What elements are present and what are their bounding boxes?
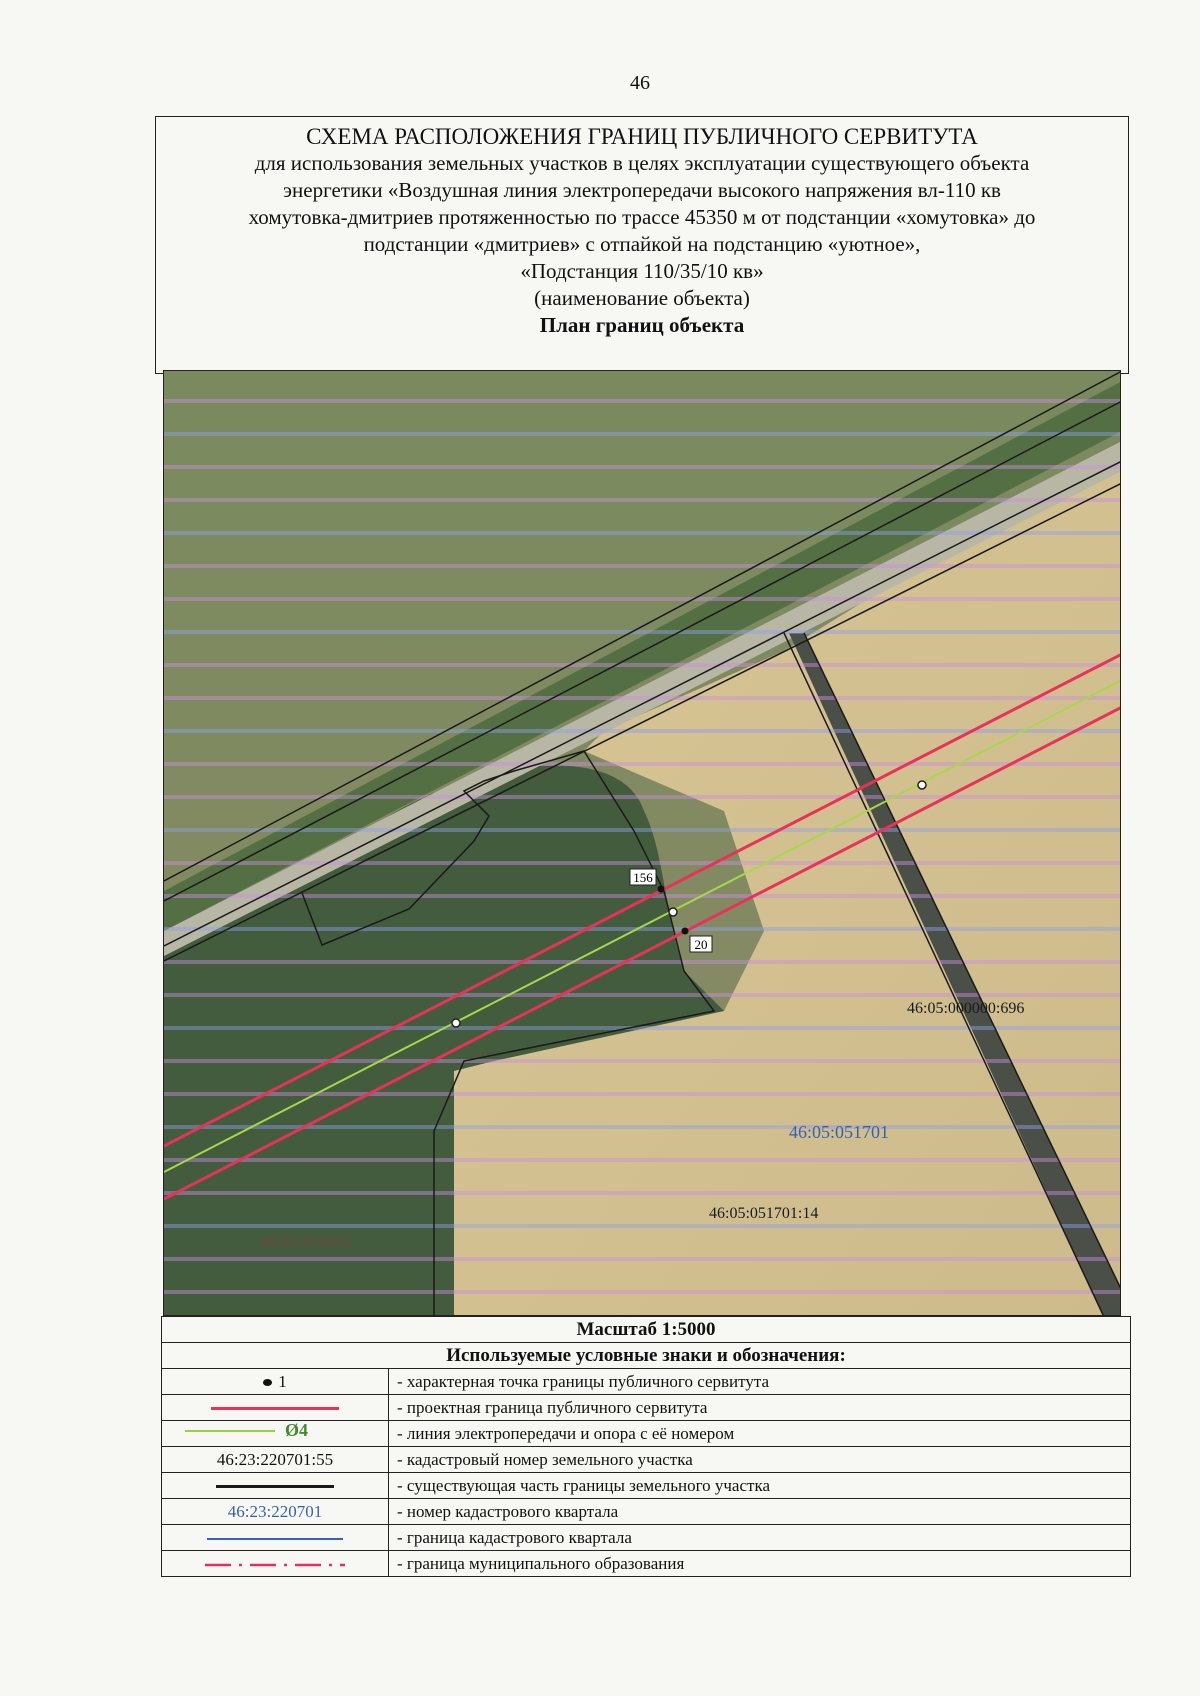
legend-symbol-black-line bbox=[162, 1473, 389, 1499]
scan-stripe bbox=[164, 696, 1121, 700]
page-number: 46 bbox=[630, 72, 650, 94]
label-quarter-051701: 46:05:051701 bbox=[789, 1122, 890, 1142]
title-line-1: СХЕМА РАСПОЛОЖЕНИЯ ГРАНИЦ ПУБЛИЧНОГО СЕРВИТУТА bbox=[306, 124, 978, 149]
legend-row bbox=[162, 1421, 1131, 1447]
scan-stripe bbox=[164, 597, 1121, 601]
legend-header: Используемые условные знаки и обозначения: bbox=[162, 1343, 1131, 1369]
boundary-point-156 bbox=[658, 886, 665, 893]
scan-stripe bbox=[164, 399, 1121, 403]
scan-stripe bbox=[164, 1059, 1121, 1063]
legend-table bbox=[161, 1316, 1131, 1577]
title-line-4: хомутовка-дмитриев протяженностью по трассе 45350 м от подстанции «хомутовка» до bbox=[248, 205, 1036, 229]
scan-stripe bbox=[164, 861, 1121, 865]
legend-row bbox=[162, 1447, 1131, 1473]
scan-stripe bbox=[164, 1290, 1121, 1294]
scan-stripe bbox=[164, 927, 1121, 931]
scan-stripe bbox=[164, 828, 1121, 832]
scan-stripe bbox=[164, 1257, 1121, 1261]
legend-scale: Масштаб 1:5000 bbox=[162, 1317, 1131, 1343]
legend-desc: - кадастровый номер земельного участка bbox=[389, 1447, 1131, 1473]
scan-stripe bbox=[164, 1224, 1121, 1228]
power-pole-icon bbox=[669, 908, 677, 916]
scan-stripe bbox=[164, 795, 1121, 799]
black-line-icon bbox=[216, 1485, 334, 1488]
label-parcel-696: 46:05:000000:696 bbox=[907, 1000, 1025, 1017]
scan-stripe bbox=[164, 564, 1121, 568]
power-pole-icon bbox=[452, 1019, 460, 1027]
title-line-6: «Подстанция 110/35/10 кв» bbox=[520, 259, 764, 283]
legend-symbol-red-line bbox=[162, 1395, 389, 1421]
scan-stripe bbox=[164, 498, 1121, 502]
legend-symbol-text: 1 bbox=[278, 1371, 287, 1391]
legend-row bbox=[162, 1525, 1131, 1551]
scan-stripe bbox=[164, 1026, 1121, 1030]
scan-stripe bbox=[164, 1158, 1121, 1162]
legend-desc: - характерная точка границы публичного сервитута bbox=[389, 1369, 1131, 1395]
scan-stripe bbox=[164, 1092, 1121, 1096]
scan-stripe bbox=[164, 1191, 1121, 1195]
legend-symbol-parcel-number: 46:23:220701:55 bbox=[162, 1447, 389, 1473]
legend-desc: - существующая часть границы земельного участка bbox=[389, 1473, 1131, 1499]
legend-symbol-quarter-number: 46:23:220701 bbox=[162, 1499, 389, 1525]
label-point-156: 156 bbox=[633, 870, 653, 885]
blue-line-icon bbox=[207, 1538, 343, 1540]
scan-stripe bbox=[164, 960, 1121, 964]
scan-stripe bbox=[164, 432, 1121, 436]
title-line-5: подстанции «дмитриев» с отпайкой на подстанцию «уютное», bbox=[363, 232, 921, 256]
power-pole-icon bbox=[918, 781, 926, 789]
legend-desc: - граница кадастрового квартала bbox=[389, 1525, 1131, 1551]
label-point-20: 20 bbox=[694, 937, 708, 952]
power-line-icon bbox=[185, 1421, 365, 1441]
legend-row bbox=[162, 1551, 1131, 1577]
map-svg bbox=[164, 371, 1121, 1316]
pole-number-text: Ø4 bbox=[285, 1420, 309, 1440]
title-block bbox=[155, 116, 1129, 374]
scan-stripe bbox=[164, 894, 1121, 898]
legend-desc: - линия электропередачи и опора с её номером bbox=[389, 1421, 1131, 1447]
legend-symbol-blue-line bbox=[162, 1525, 389, 1551]
title-line-8: План границ объекта bbox=[539, 313, 745, 337]
label-parcel-14: 46:05:051701:14 bbox=[709, 1205, 819, 1222]
legend-row bbox=[162, 1369, 1131, 1395]
scan-stripe bbox=[164, 465, 1121, 469]
legend-row bbox=[162, 1473, 1131, 1499]
legend-desc: - номер кадастрового квартала bbox=[389, 1499, 1131, 1525]
legend-desc: - проектная граница публичного сервитута bbox=[389, 1395, 1131, 1421]
title-line-2: для использования земельных участков в целях эксплуатации существующего объекта bbox=[254, 151, 1030, 175]
legend-symbol-dashdot-line bbox=[162, 1551, 389, 1577]
legend-desc: - граница муниципального образования bbox=[389, 1551, 1131, 1577]
map-plan bbox=[163, 370, 1121, 1316]
red-line-icon bbox=[211, 1407, 339, 1410]
boundary-point-20 bbox=[682, 928, 689, 935]
legend-row bbox=[162, 1395, 1131, 1421]
legend-symbol-point bbox=[162, 1369, 389, 1395]
dash-dot-line-icon bbox=[205, 1561, 345, 1569]
title-line-3: энергетики «Воздушная линия электропередачи высокого напряжения вл-110 кв bbox=[283, 178, 1001, 202]
scan-stripe bbox=[164, 630, 1121, 634]
title-line-7: (наименование объекта) bbox=[534, 286, 750, 310]
label-faded-quarter: 46:05:050001 bbox=[259, 1232, 354, 1251]
legend-symbol-power-line bbox=[162, 1421, 389, 1447]
scan-stripe bbox=[164, 762, 1121, 766]
legend-row bbox=[162, 1499, 1131, 1525]
scan-stripe bbox=[164, 663, 1121, 667]
point-dot-icon bbox=[263, 1379, 272, 1386]
